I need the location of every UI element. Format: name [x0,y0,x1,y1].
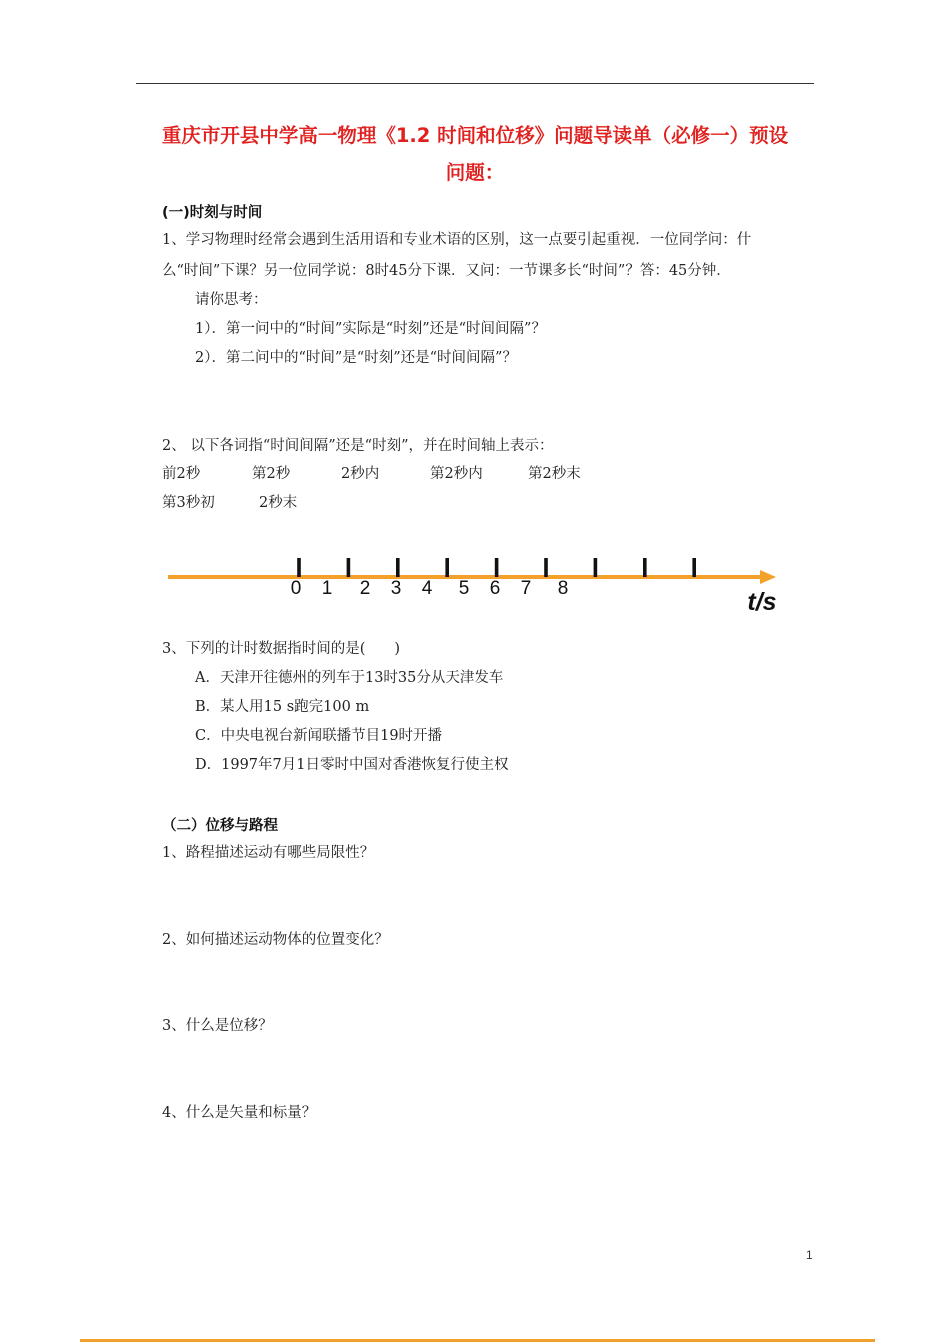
term-item: 2秒内 [341,466,380,482]
tick-label: 4 [421,578,433,599]
tick-label: 0 [290,578,302,599]
time-axis-arrowhead [760,570,776,584]
term-item: 前2秒 [162,466,201,482]
think-prompt: 请你思考： [195,292,268,308]
section2-heading: （二）位移与路程 [162,818,278,834]
term-item: 第2秒内 [430,466,483,482]
document-title-line2: 问题： [445,161,505,184]
section2-question: 4、什么是矢量和标量？ [162,1105,317,1121]
option-b: B．某人用15 s跑完100 m [195,699,370,715]
axis-tick [692,558,696,577]
tick-label: 7 [520,578,532,599]
tick-label: 1 [321,578,333,599]
section2-question: 3、什么是位移？ [162,1018,273,1034]
question1-line2: 么“时间”下课？另一位同学说：8时45分下课．又问：一节课多长“时间”？答：45分钟． [162,263,731,279]
question3: 3、下列的计时数据指时间的是( ) [162,641,401,657]
axis-unit-label: t/s [747,588,777,616]
term-item: 第2秒末 [528,466,581,482]
term-item: 2秒末 [259,495,298,511]
header-rule [136,83,814,84]
axis-tick [297,558,301,577]
footer-rule [80,1339,875,1342]
tick-label: 6 [489,578,501,599]
question1-line1: 1、学习物理时经常会遇到生活用语和专业术语的区别，这一点要引起重视．一位同学问：什 [162,232,752,248]
option-d: D．1997年7月1日零时中国对香港恢复行使主权 [195,757,509,773]
section2-question: 2、如何描述运动物体的位置变化？ [162,932,389,948]
axis-tick [445,558,449,577]
tick-label: 8 [557,578,569,599]
tick-label: 3 [390,578,402,599]
axis-tick [396,558,400,577]
tick-label: 2 [359,578,371,599]
document-title-line1: 重庆市开县中学高一物理《1.2 时间和位移》问题导读单（必修一）预设 [161,124,789,147]
sub-question-1: 1）．第一问中的“时间”实际是“时刻”还是“时间间隔”？ [195,321,546,337]
axis-tick [544,558,548,577]
axis-tick [347,558,351,577]
axis-tick [594,558,598,577]
section1-heading: (一)时刻与时间 [162,205,263,221]
time-axis-diagram [0,540,950,620]
term-item: 第2秒 [252,466,291,482]
page-number: 1 [806,1248,813,1262]
tick-label: 5 [458,578,470,599]
sub-question-2: 2）．第二问中的“时间”是“时刻”还是“时间间隔”？ [195,350,517,366]
axis-tick [643,558,647,577]
option-c: C．中央电视台新闻联播节目19时开播 [195,728,443,744]
axis-tick [495,558,499,577]
question2: 2、 以下各词指“时间间隔”还是“时刻”，并在时间轴上表示： [162,438,554,454]
term-item: 第3秒初 [162,495,215,511]
section2-question: 1、路程描述运动有哪些局限性？ [162,845,375,861]
option-a: A．天津开往德州的列车于13时35分从天津发车 [195,670,504,686]
